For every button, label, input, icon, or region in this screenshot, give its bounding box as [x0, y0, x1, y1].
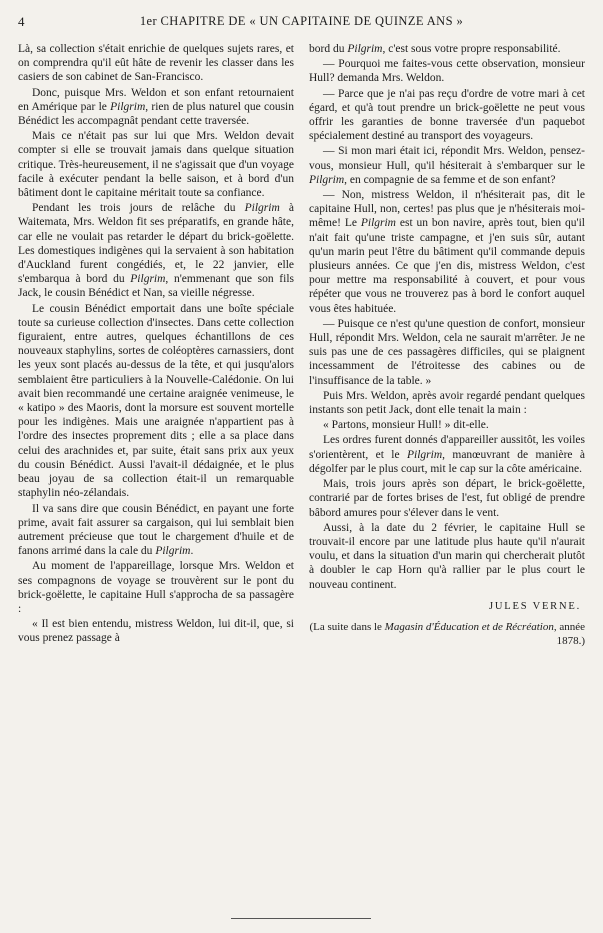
paragraph — [309, 42, 585, 56]
text-run: bord du — [309, 43, 348, 55]
text-run: , en compagnie de sa femme et de son enfant? — [344, 173, 556, 186]
continuation-note — [309, 620, 585, 648]
page-number: 4 — [18, 14, 25, 29]
italic-text: Pilgrim — [360, 217, 396, 230]
paragraph — [18, 502, 294, 559]
text-run: Pendant les trois jours de relâche du — [32, 202, 245, 215]
text-run: , c'est sous votre propre responsabilité. — [382, 43, 561, 55]
page-header — [18, 12, 585, 36]
text-run: Puis Mrs. Weldon, après avoir regardé pendant quelques instants son petit Jack, dont elle tenait la main : — [309, 389, 585, 417]
paragraph — [309, 317, 585, 388]
text-run: — Pourquoi me faites-vous cette observation, monsieur Hull? demanda Mrs. Weldon. — [309, 58, 585, 85]
text-run: Là, sa collection s'était enrichie de quelques sujets rares, et on comprendra qu'il eût hâte de revenir les classer dans les casiers de son cabinet de San-Francisco. — [18, 43, 294, 84]
text-run: , n'emmenant que son fils Jack, le cousin Bénédict et Nan, sa vieille négresse. — [18, 273, 294, 300]
footer-rule — [231, 918, 371, 919]
paragraph — [309, 433, 585, 476]
text-run: Au moment de l'appareillage, lorsque Mrs. Weldon et ses compagnons de voyage se trouvèrent sur le pont du brick-goëlette, le capitaine Hull s'approcha de sa passagère : — [18, 560, 294, 615]
author-signature: JULES VERNE. — [489, 600, 581, 612]
paragraph — [18, 129, 294, 200]
paragraph — [18, 201, 294, 300]
italic-text: Pilgrim — [347, 43, 383, 55]
text-run: — Si mon mari était ici, répondit Mrs. Weldon, pensez-vous, monsieur Hull, qu'il hésiterait à s'embarquer sur le — [309, 145, 585, 172]
text-run: Mais ce n'était pas sur lui que Mrs. Weldon devait compter si elle se trouvait jamais dans quelque situation critique. Très-heureusement, il ne s'agissait que d'un voyage facile à exécuter pendant la belle saison, et à bord d'un bâtiment dont le capitaine méritait toute sa confiance. — [18, 130, 294, 200]
italic-text: Pilgrim — [155, 545, 191, 558]
italic-text: Pilgrim — [130, 273, 166, 286]
text-run: , rien de plus naturel que cousin Bénédict les accompagnât pendant cette traversée. — [18, 100, 294, 128]
text-run: Donc, puisque Mrs. Weldon et son enfant retournaient en Amérique par le — [18, 86, 294, 113]
paragraph — [309, 477, 585, 520]
text-run: Les ordres furent donnés d'appareiller aussitôt, les voiles s'orientèrent, et le — [309, 434, 585, 461]
italic-text: Pilgrim — [244, 202, 280, 215]
paragraph — [309, 188, 585, 316]
text-run: est un bon navire, après tout, bien qu'il n'ait fait qu'une triste campagne, et j'en suis sûr, autant qu'un marin peut l'être du bâtiment qu'il commande depuis plusieurs années. Ce que j'en dis, mistress Weldon, c'est pour mettre ma responsabilité à couvert, et pour vous répéter que vous ne trouverez pas à bord le confort auquel vous êtes habituée. — [309, 217, 585, 315]
text-run: — Puisque ce n'est qu'une question de confort, monsieur Hull, répondit Mrs. Weldon, cela ne saurait m'arrêter. Je ne suis pas une de ces passagères difficiles, qui se plaignent incessamment de l'étroitesse des cabines ou de l'insuffisance de la table. » — [309, 317, 585, 387]
running-title: 1er CHAPITRE DE « UN CAPITAINE DE QUINZE ANS » — [139, 14, 464, 28]
text-run: , année 1878.) — [553, 620, 585, 647]
text-run: Il va sans dire que cousin Bénédict, en payant une forte prime, avait fait assurer sa cargaison, qui lui semblait bien autrement précieuse que tout le chargement d'huile et de fanons arrimé dans la cale du — [18, 502, 294, 558]
text-run: , manœuvrant de manière à dégolfer par le plus court, mit le cap sur la côte américaine. — [309, 448, 586, 475]
left-column — [18, 42, 294, 649]
text-run: . — [190, 545, 194, 558]
text-columns — [18, 42, 585, 649]
paragraph — [18, 559, 294, 616]
text-run: Le cousin Bénédict emportait dans une boîte spéciale toute sa curieuse collection d'insectes. Dans cette collection figuraient, entre autres, quelques échantillons de ces nouveaux staphylins, sortes de coléoptères carnassiers, dont les yeux sont placés au-dessus de la tête, et qui jusqu'alors semblaient être particuliers à la Nouvelle-Calédonie. On lui avait bien recommandé une certaine araignée venimeuse, le « katipo » des Maoris, dont la morsure est souvent mortelle pour les indigènes. Mais une araignée n'appartient pas à l'ordre des insectes proprement dits ; elle a sa place dans celui des arachnides et, par suite, était sans prix aux yeux du cousin Bénédict. Aussi l'avait-il dédaignée, et le plus beau joyau de sa collection était-il un remarquable staphylin néo-zélandais. — [18, 302, 294, 500]
paragraph — [309, 57, 585, 85]
paragraph — [309, 418, 585, 432]
italic-text: Magasin d'Éducation — [384, 620, 479, 633]
text-run: « Il est bien entendu, mistress Weldon, lui dit-il, que, si vous prenez passage à — [18, 618, 294, 645]
italic-text: et de Récréation — [481, 620, 554, 633]
text-run: — Non, mistress Weldon, il n'hésiterait pas, dit le capitaine Hull, non, certes! pas plus que je n'hésiterais moi-même! Le — [309, 189, 585, 230]
paragraph — [309, 389, 585, 417]
paragraph — [309, 87, 585, 144]
paragraph — [18, 86, 294, 129]
italic-text: Pilgrim — [309, 173, 345, 186]
text-run: — Parce que je n'ai pas reçu d'ordre de votre mari à cet égard, et qu'à tout prendre un brick-goëlette ne peut vous offrir les garanties de bonne traversée d'un paquebot spécialement destiné au transport des voyageurs. — [309, 87, 585, 143]
text-run: « Partons, monsieur Hull! » dit-elle. — [323, 419, 489, 432]
text-run: (La suite dans le — [309, 620, 385, 633]
right-column — [309, 42, 585, 649]
text-run: Aussi, à la date du 2 février, le capitaine Hull se trouvait-il encore par une latitude plus haute qu'il n'aurait voulu, et dans la situation d'un marin qui chercherait plutôt à doubler le cap Horn qu'à rallier par le plus court le nouveau continent. — [309, 521, 585, 591]
text-run: à Waitemata, Mrs. Weldon fit ses préparatifs, en grande hâte, car elle ne voulait pas retarder le départ du brick-goëlette. Les domestiques indigènes qui la servaient à son habitation d'Auckland furent congédiés, et, le 22 janvier, elle s'embarqua à bord du — [18, 202, 294, 286]
paragraph — [18, 42, 294, 85]
right-column-paragraphs — [309, 42, 585, 592]
italic-text: Pilgrim — [406, 448, 443, 461]
paragraph — [18, 302, 294, 501]
paragraph — [309, 144, 585, 187]
italic-text: Pilgrim — [110, 100, 146, 113]
paragraph — [18, 617, 294, 645]
text-run: Mais, trois jours après son départ, le brick-goëlette, contrarié par de fortes brises de l'est, fut obligé de prendre bâbord amures pour s'élever dans le vent. — [309, 478, 585, 519]
paragraph — [309, 521, 585, 592]
